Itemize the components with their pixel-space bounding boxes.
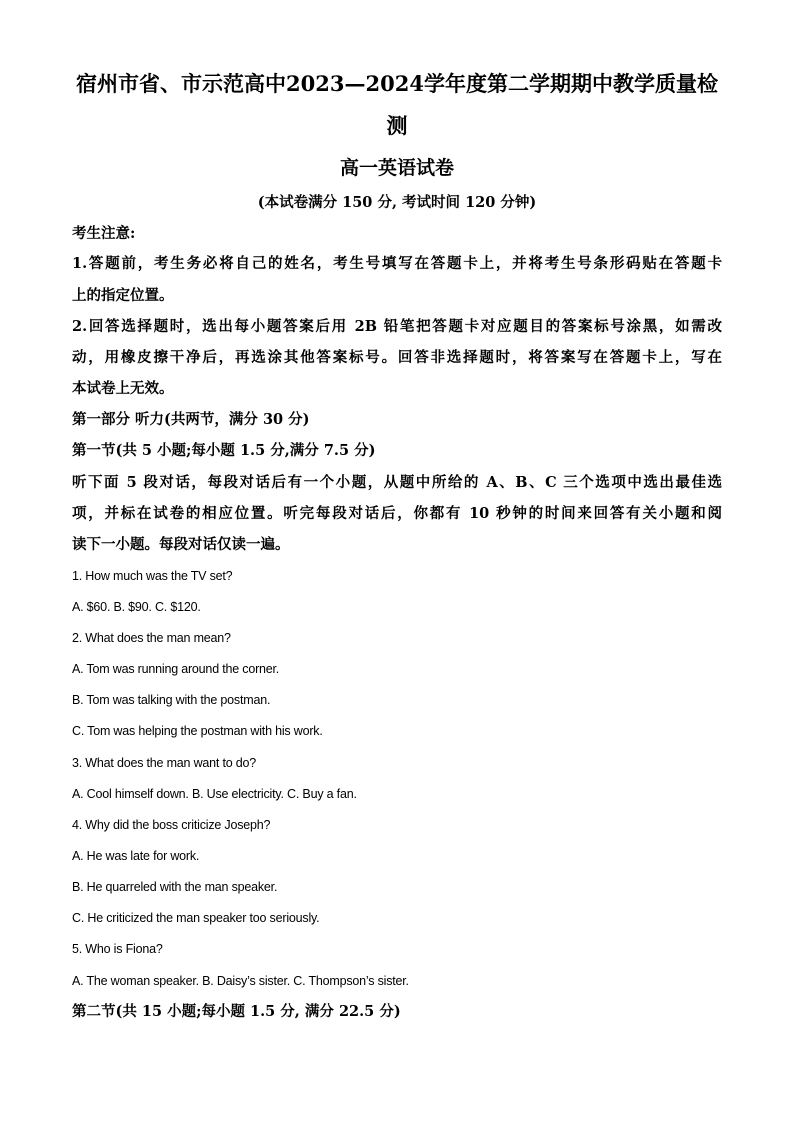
instructions-line2: 项，并标在试卷的相应位置。听完每段对话后，你都有 10 秒钟的时间来回答有关小题和阅 <box>72 505 722 522</box>
question-2: 2. What does the man mean? <box>72 631 231 645</box>
question-4-option-a: A. He was late for work. <box>72 849 200 863</box>
question-4-option-c: C. He criticized the man speaker too seriously. <box>72 911 320 925</box>
title-line-2: 测 <box>386 113 408 138</box>
section2-heading: 第二节(共 15 小题;每小题 1.5 分, 满分 22.5 分) <box>72 1003 401 1020</box>
notice-item2-line1: 2.回答选择题时，选出每小题答案后用 2B 铅笔把答题卡对应题目的答案标号涂黑，如需改 <box>72 318 722 335</box>
question-2-option-c: C. Tom was helping the postman with his work. <box>72 724 323 738</box>
notice-item2-line3: 本试卷上无效。 <box>72 380 174 397</box>
question-3: 3. What does the man want to do? <box>72 756 256 770</box>
title-line-1: 宿州市省、市示范高中2023—2024学年度第二学期期中教学质量检 <box>76 71 718 96</box>
question-2-option-b: B. Tom was talking with the postman. <box>72 693 271 707</box>
subtitle: 高一英语试卷 <box>339 157 454 179</box>
notice-item1-line2: 上的指定位置。 <box>72 287 174 304</box>
question-4: 4. Why did the boss criticize Joseph? <box>72 818 271 832</box>
notice-item2-line2: 动，用橡皮擦干净后，再选涂其他答案标号。回答非选择题时，将答案写在答题卡上，写在 <box>72 349 722 366</box>
question-3-options: A. Cool himself down. B. Use electricity. C. Buy a fan. <box>72 787 357 801</box>
question-1-options: A. $60. B. $90. C. $120. <box>72 600 201 614</box>
question-2-option-a: A. Tom was running around the corner. <box>72 662 280 676</box>
question-5-options: A. The woman speaker. B. Daisy’s sister. C. Thompson’s sister. <box>72 974 409 988</box>
question-1: 1. How much was the TV set? <box>72 569 233 583</box>
question-5: 5. Who is Fiona? <box>72 942 163 956</box>
section1-heading: 第一节(共 5 小题;每小题 1.5 分,满分 7.5 分) <box>72 442 376 459</box>
notice-heading: 考生注意: <box>72 225 136 242</box>
question-4-option-b: B. He quarreled with the man speaker. <box>72 880 278 894</box>
instructions-line3: 读下一小题。每段对话仅读一遍。 <box>72 536 290 553</box>
instructions-line1: 听下面 5 段对话，每段对话后有一个小题，从题中所给的 A、B、C 三个选项中选出最佳选 <box>72 474 722 491</box>
exam-info: (本试卷满分 150 分, 考试时间 120 分钟) <box>257 194 537 211</box>
part1-heading: 第一部分 听力(共两节，满分 30 分) <box>72 411 310 428</box>
notice-item1-line1: 1.答题前，考生务必将自己的姓名，考生号填写在答题卡上，并将考生号条形码贴在答题卡 <box>72 255 722 272</box>
